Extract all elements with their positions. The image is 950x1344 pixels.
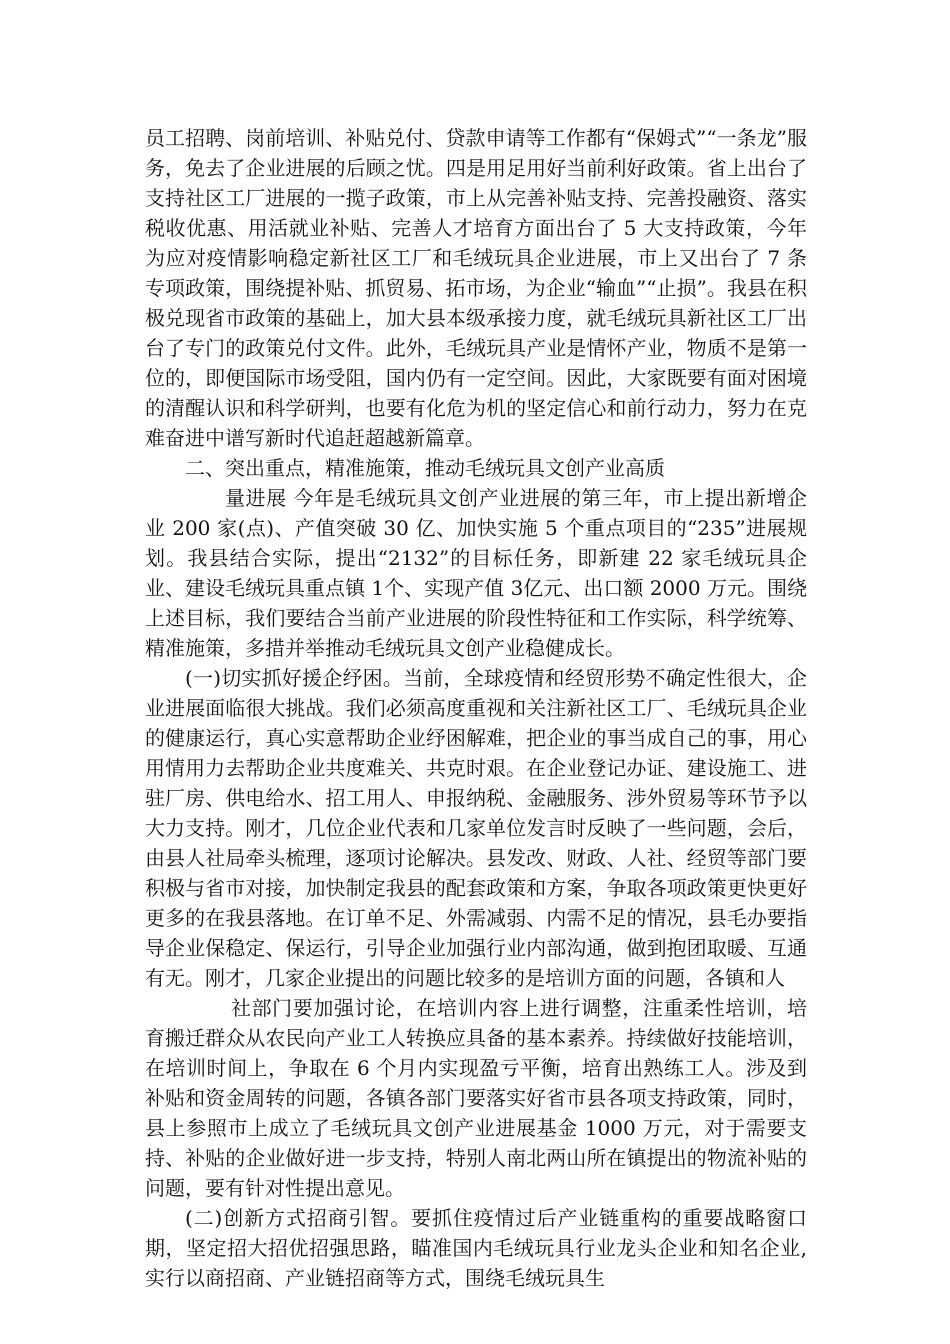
paragraph-development-plan: 量进展 今年是毛绒玩具文创产业进展的第三年，市上提出新增企业 200 家(点)、产值突破 30 亿、加快实施 5 个重点项目的“235”进展规划。我县结合实际，提出“2132”的目标任务，即新建 22 家毛绒玩具企业、建设毛绒玩具重点镇 1个、实现产值 3亿元、出口额 2000 万元。围绕上述目标，我们要结合当前产业进展的阶段性特征和工作实际，科学统筹、精准施策，多措并举推动毛绒玩具文创产业稳健成长。 <box>145 486 807 660</box>
paragraph-enterprise-relief: (一)切实抓好援企纾困。当前，全球疫情和经贸形势不确定性很大，企业进展面临很大挑战。我们必须高度重视和关注新社区工厂、毛绒玩具企业的健康运行，真心实意帮助企业纾困解难，把企业的事当成自己的事，用心用情用力去帮助企业共度难关、共克时艰。在企业登记办证、建设施工、进驻厂房、供电给水、招工用人、申报纳税、金融服务、涉外贸易等环节予以大力支持。刚才，几位企业代表和几家单位发言时反映了一些问题，会后，由县人社局牵头梳理，逐项讨论解决。县发改、财政、人社、经贸等部门要积极与省市对接，加快制定我县的配套政策和方案，争取各项政策更快更好更多的在我县落地。在订单不足、外需减弱、内需不足的情况，县毛办要指导企业保稳定、保运行，引导企业加强行业内部沟通，做到抱团取暖、互通有无。刚才，几家企业提出的问题比较多的是培训方面的问题，各镇和人 <box>145 666 807 990</box>
paragraph-policy-support: 员工招聘、岗前培训、补贴兑付、贷款申请等工作都有“保姆式”“一条龙”服务，免去了企业进展的后顾之忧。四是用足用好当前利好政策。省上出台了支持社区工厂进展的一揽子政策，市上从完善补贴支持、完善投融资、落实税收优惠、用活就业补贴、完善人才培育方面出台了 5 大支持政策，今年为应对疫情影响稳定新社区工厂和毛绒玩具企业进展，市上又出台了 7 条专项政策，围绕提补贴、抓贸易、拓市场，为企业“输血”“止损”。我县在积极兑现省市政策的基础上，加大县本级承接力度，就毛绒玩具新社区工厂出台了专门的政策兑付文件。此外，毛绒玩具产业是情怀产业，物质不是第一位的，即便国际市场受阻，国内仍有一定空间。因此，大家既要有面对困境的清醒认识和科学研判，也要有化危为机的坚定信心和前行动力，努力在克难奋进中谱写新时代追赶超越新篇章。 <box>145 126 807 450</box>
section-heading-two: 二、突出重点，精准施策，推动毛绒玩具文创产业高质 <box>185 456 665 480</box>
paragraph-training: 社部门要加强讨论，在培训内容上进行调整，注重柔性培训，培育搬迁群众从农民向产业工人转换应具备的基本素养。持续做好技能培训，在培训时间上，争取在 6 个月内实现盈亏平衡，培育出熟练工人。涉及到补贴和资金周转的问题，各镇各部门要落实好省市县各项支持政策，同时，县上参照市上成立了毛绒玩具文创产业进展基金 1000 万元，对于需要支持、补贴的企业做好进一步支持，特别人南北两山所在镇提出的物流补贴的问题，要有针对性提出意见。 <box>145 996 807 1200</box>
paragraph-investment-attraction: (二)创新方式招商引智。要抓住疫情过后产业链重构的重要战略窗口期，坚定招大招优招强思路，瞄准国内毛绒玩具行业龙头企业和知名企业,实行以商招商、产业链招商等方式，围绕毛绒玩具生 <box>145 1206 807 1290</box>
document-body <box>145 123 807 1293</box>
